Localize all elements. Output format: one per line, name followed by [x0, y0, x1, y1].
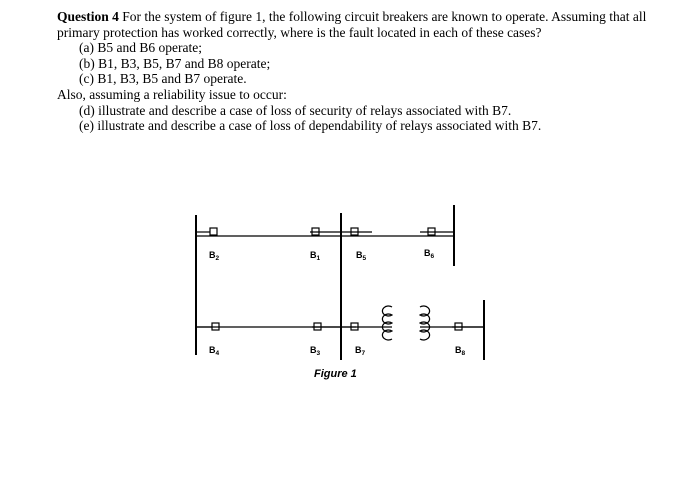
figure-caption: Figure 1 — [314, 368, 357, 380]
transformer-secondary-icon — [420, 306, 430, 340]
case-b: (b) B1, B3, B5, B7 and B8 operate; — [79, 55, 271, 71]
question-intro-text: For the system of figure 1, the following circuit breakers are known to operate. Assuming that all primary protection has worked correctly, where is the fault located in each of these cases? — [57, 9, 647, 40]
breaker-b2-box — [210, 228, 217, 235]
label-b8: $B_8$ — [455, 345, 466, 357]
part-e: (e) illustrate and describe a case of loss of dependability of relays associated with B7. — [79, 118, 542, 134]
case-a: (a) B5 and B6 operate; — [79, 40, 202, 56]
label-b2: $B_2$ — [209, 250, 220, 262]
label-b6: $B_6$ — [424, 248, 435, 260]
reliability-intro: Also, assuming a reliability issue to occur: — [57, 86, 287, 102]
label-b5: $B_5$ — [356, 250, 367, 262]
label-b4: $B_4$ — [209, 345, 220, 357]
label-b7: $B_7$ — [355, 345, 366, 357]
label-b1: $B_1$ — [310, 250, 321, 262]
question-heading: Question 4 — [57, 9, 119, 24]
label-b3: $B_3$ — [310, 345, 321, 357]
part-d: (d) illustrate and describe a case of loss of security of relays associated with B7. — [79, 102, 512, 118]
transformer-primary-icon — [382, 306, 392, 340]
case-c: (c) B1, B3, B5 and B7 operate. — [79, 71, 247, 87]
